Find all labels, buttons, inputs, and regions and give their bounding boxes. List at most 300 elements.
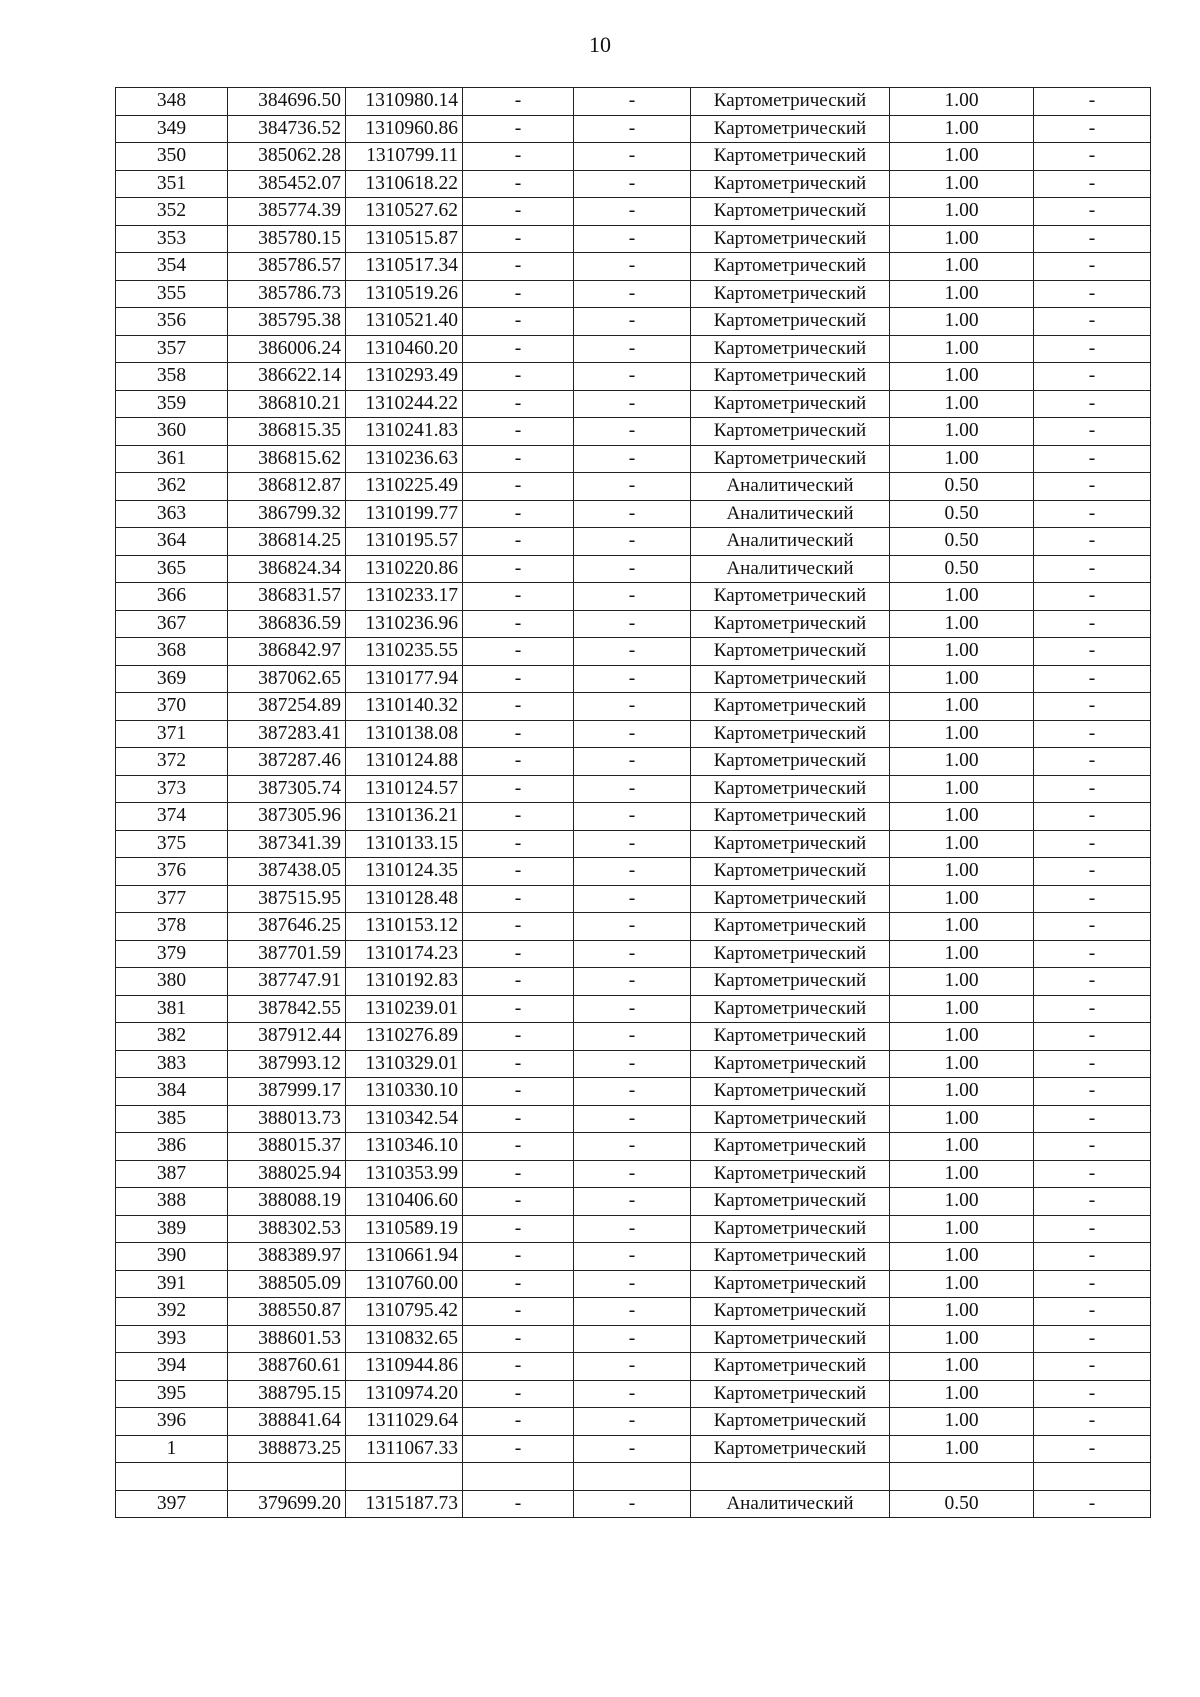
empty-value-cell: - [1034,363,1151,391]
accuracy-cell: 1.00 [890,390,1034,418]
point-number-cell: 392 [116,1298,228,1326]
x-coordinate-cell: 385786.57 [228,253,346,281]
point-number-cell: 383 [116,1050,228,1078]
accuracy-cell: 1.00 [890,445,1034,473]
empty-value-cell: - [574,225,691,253]
page-number: 10 [589,32,611,57]
y-coordinate-cell: 1310353.99 [346,1160,463,1188]
x-coordinate-cell: 388013.73 [228,1105,346,1133]
point-number-cell: 369 [116,665,228,693]
y-coordinate-cell: 1310515.87 [346,225,463,253]
empty-value-cell: - [463,665,574,693]
empty-value-cell: - [574,390,691,418]
table-row [116,88,1151,116]
x-coordinate-cell: 387999.17 [228,1078,346,1106]
x-coordinate-cell: 388015.37 [228,1133,346,1161]
empty-value-cell: - [574,473,691,501]
empty-value-cell: - [463,88,574,116]
point-number-cell: 371 [116,720,228,748]
y-coordinate-cell: 1310236.96 [346,610,463,638]
empty-value-cell: - [463,473,574,501]
empty-value-cell: - [1034,555,1151,583]
method-cell: Картометрический [691,1243,890,1271]
point-number-cell: 384 [116,1078,228,1106]
empty-value-cell: - [574,858,691,886]
x-coordinate-cell: 385452.07 [228,170,346,198]
empty-value-cell: - [574,170,691,198]
table-row [116,1298,1151,1326]
x-coordinate-cell: 387254.89 [228,693,346,721]
method-cell: Картометрический [691,1188,890,1216]
x-coordinate-cell: 386812.87 [228,473,346,501]
table-row [116,775,1151,803]
method-cell: Картометрический [691,445,890,473]
empty-value-cell: - [574,610,691,638]
y-coordinate-cell: 1310138.08 [346,720,463,748]
accuracy-cell: 1.00 [890,583,1034,611]
x-coordinate-cell: 387912.44 [228,1023,346,1051]
point-number-cell: 362 [116,473,228,501]
y-coordinate-cell: 1310661.94 [346,1243,463,1271]
point-number-cell: 389 [116,1215,228,1243]
method-cell: Картометрический [691,363,890,391]
table-row [116,1270,1151,1298]
method-cell: Картометрический [691,1353,890,1381]
table-row [116,143,1151,171]
point-number-cell: 393 [116,1325,228,1353]
empty-value-cell: - [574,1050,691,1078]
method-cell: Картометрический [691,115,890,143]
point-number-cell: 1 [116,1435,228,1463]
empty-value-cell: - [1034,1408,1151,1436]
method-cell: Картометрический [691,638,890,666]
point-number-cell: 388 [116,1188,228,1216]
empty-value-cell: - [463,335,574,363]
x-coordinate-cell: 387283.41 [228,720,346,748]
table-row [116,198,1151,226]
y-coordinate-cell: 1310128.48 [346,885,463,913]
empty-value-cell: - [574,500,691,528]
method-cell: Картометрический [691,1078,890,1106]
table-row [116,115,1151,143]
empty-value-cell: - [1034,803,1151,831]
empty-value-cell: - [1034,665,1151,693]
empty-value-cell: - [463,858,574,886]
accuracy-cell: 1.00 [890,1215,1034,1243]
empty-value-cell: - [574,418,691,446]
empty-value-cell: - [1034,1050,1151,1078]
x-coordinate-cell: 388025.94 [228,1160,346,1188]
method-cell: Аналитический [691,500,890,528]
table-row [116,885,1151,913]
method-cell: Картометрический [691,1298,890,1326]
x-coordinate-cell: 388505.09 [228,1270,346,1298]
empty-value-cell: - [463,1078,574,1106]
table-row [116,638,1151,666]
accuracy-cell: 1.00 [890,1380,1034,1408]
method-cell: Картометрический [691,1270,890,1298]
y-coordinate-cell: 1310174.23 [346,940,463,968]
accuracy-cell: 1.00 [890,1408,1034,1436]
method-cell: Картометрический [691,253,890,281]
x-coordinate-cell: 387438.05 [228,858,346,886]
method-cell: Картометрический [691,390,890,418]
empty-value-cell: - [463,390,574,418]
empty-value-cell: - [463,885,574,913]
empty-value-cell: - [574,940,691,968]
y-coordinate-cell: 1310519.26 [346,280,463,308]
x-coordinate-cell: 387515.95 [228,885,346,913]
empty-value-cell: - [574,88,691,116]
accuracy-cell: 1.00 [890,143,1034,171]
table-row [116,1105,1151,1133]
empty-value-cell: - [463,1105,574,1133]
x-coordinate-cell: 386622.14 [228,363,346,391]
y-coordinate-cell: 1310124.35 [346,858,463,886]
point-number-cell: 358 [116,363,228,391]
point-number-cell: 368 [116,638,228,666]
accuracy-cell: 1.00 [890,1050,1034,1078]
method-cell: Аналитический [691,473,890,501]
method-cell: Картометрический [691,143,890,171]
point-number-cell: 363 [116,500,228,528]
empty-value-cell: - [1034,940,1151,968]
method-cell: Картометрический [691,913,890,941]
empty-value-cell: - [574,1215,691,1243]
point-number-cell: 394 [116,1353,228,1381]
empty-value-cell: - [463,1325,574,1353]
y-coordinate-cell: 1310760.00 [346,1270,463,1298]
table-row [116,1325,1151,1353]
method-cell: Аналитический [691,555,890,583]
empty-value-cell: - [463,1490,574,1518]
y-coordinate-cell: 1310192.83 [346,968,463,996]
method-cell: Картометрический [691,693,890,721]
y-coordinate-cell: 1310136.21 [346,803,463,831]
empty-value-cell: - [1034,1105,1151,1133]
table-row [116,830,1151,858]
method-cell: Картометрический [691,885,890,913]
point-number-cell: 377 [116,885,228,913]
x-coordinate-cell: 386842.97 [228,638,346,666]
method-cell: Картометрический [691,225,890,253]
empty-value-cell: - [463,968,574,996]
x-coordinate-cell: 386006.24 [228,335,346,363]
empty-value-cell: - [1034,1353,1151,1381]
empty-value-cell: - [1034,583,1151,611]
y-coordinate-cell: 1310960.86 [346,115,463,143]
method-cell: Картометрический [691,830,890,858]
y-coordinate-cell: 1310346.10 [346,1133,463,1161]
x-coordinate-cell: 388873.25 [228,1435,346,1463]
method-cell [691,1463,890,1491]
x-coordinate-cell: 388088.19 [228,1188,346,1216]
point-number-cell: 354 [116,253,228,281]
accuracy-cell: 1.00 [890,1160,1034,1188]
accuracy-cell: 1.00 [890,693,1034,721]
accuracy-cell: 1.00 [890,913,1034,941]
empty-value-cell: - [463,1050,574,1078]
accuracy-cell: 0.50 [890,555,1034,583]
accuracy-cell: 1.00 [890,1270,1034,1298]
accuracy-cell: 1.00 [890,830,1034,858]
accuracy-cell: 1.00 [890,1243,1034,1271]
point-number-cell: 359 [116,390,228,418]
point-number-cell: 379 [116,940,228,968]
empty-value-cell: - [463,1435,574,1463]
y-coordinate-cell: 1310460.20 [346,335,463,363]
empty-value-cell: - [463,500,574,528]
empty-value-cell: - [463,1298,574,1326]
empty-value-cell: - [574,555,691,583]
method-cell: Картометрический [691,1380,890,1408]
empty-value-cell: - [1034,115,1151,143]
empty-value-cell: - [574,693,691,721]
empty-value-cell: - [463,253,574,281]
empty-value-cell: - [463,1023,574,1051]
method-cell: Картометрический [691,1435,890,1463]
table-row [116,693,1151,721]
empty-value-cell: - [1034,335,1151,363]
point-number-cell: 386 [116,1133,228,1161]
empty-value-cell: - [1034,1243,1151,1271]
empty-value-cell: - [463,1353,574,1381]
empty-value-cell: - [574,445,691,473]
empty-value-cell: - [574,775,691,803]
empty-value-cell: - [574,913,691,941]
accuracy-cell: 1.00 [890,115,1034,143]
accuracy-cell: 1.00 [890,803,1034,831]
empty-value-cell: - [463,280,574,308]
accuracy-cell: 0.50 [890,528,1034,556]
y-coordinate-cell: 1311067.33 [346,1435,463,1463]
empty-value-cell: - [463,1408,574,1436]
empty-value-cell: - [1034,748,1151,776]
empty-value-cell: - [574,1160,691,1188]
y-coordinate-cell: 1310239.01 [346,995,463,1023]
method-cell: Картометрический [691,1160,890,1188]
empty-value-cell: - [574,335,691,363]
x-coordinate-cell: 387305.74 [228,775,346,803]
y-coordinate-cell: 1310974.20 [346,1380,463,1408]
table-row [116,968,1151,996]
x-coordinate-cell: 386831.57 [228,583,346,611]
empty-value-cell: - [463,913,574,941]
x-coordinate-cell: 387646.25 [228,913,346,941]
coordinates-table [115,87,1151,1518]
empty-value-cell: - [1034,390,1151,418]
table-row [116,610,1151,638]
empty-value-cell: - [463,748,574,776]
empty-value-cell: - [1034,418,1151,446]
empty-value-cell: - [574,968,691,996]
y-coordinate-cell: 1310199.77 [346,500,463,528]
x-coordinate-cell: 384696.50 [228,88,346,116]
table-row [116,583,1151,611]
point-number-cell: 376 [116,858,228,886]
accuracy-cell: 1.00 [890,1353,1034,1381]
point-number-cell: 370 [116,693,228,721]
point-number-cell: 373 [116,775,228,803]
empty-value-cell: - [1034,775,1151,803]
table-row [116,500,1151,528]
empty-value-cell: - [574,995,691,1023]
empty-value-cell: - [574,115,691,143]
empty-value-cell: - [463,940,574,968]
accuracy-cell [890,1463,1034,1491]
point-number-cell: 361 [116,445,228,473]
empty-value-cell: - [463,225,574,253]
x-coordinate-cell: 388302.53 [228,1215,346,1243]
table-row [116,528,1151,556]
table-row [116,445,1151,473]
empty-value-cell: - [574,885,691,913]
empty-value-cell: - [1034,858,1151,886]
x-coordinate-cell: 386815.35 [228,418,346,446]
table-row [116,170,1151,198]
empty-value-cell: - [574,1023,691,1051]
point-number-cell: 390 [116,1243,228,1271]
point-number-cell: 352 [116,198,228,226]
method-cell: Картометрический [691,280,890,308]
method-cell: Картометрический [691,995,890,1023]
table-row [116,1435,1151,1463]
empty-value-cell [574,1463,691,1491]
point-number-cell: 360 [116,418,228,446]
accuracy-cell: 1.00 [890,88,1034,116]
empty-value-cell: - [574,1435,691,1463]
empty-value-cell: - [574,308,691,336]
point-number-cell: 372 [116,748,228,776]
accuracy-cell: 1.00 [890,280,1034,308]
accuracy-cell: 1.00 [890,308,1034,336]
point-number-cell: 356 [116,308,228,336]
x-coordinate-cell: 386810.21 [228,390,346,418]
empty-value-cell: - [463,1380,574,1408]
empty-value-cell: - [1034,720,1151,748]
method-cell: Картометрический [691,720,890,748]
method-cell: Картометрический [691,198,890,226]
empty-value-cell: - [463,555,574,583]
y-coordinate-cell: 1310517.34 [346,253,463,281]
x-coordinate-cell: 387341.39 [228,830,346,858]
point-number-cell: 350 [116,143,228,171]
table-row [116,1380,1151,1408]
y-coordinate-cell: 1310832.65 [346,1325,463,1353]
empty-value-cell: - [463,1133,574,1161]
empty-value-cell: - [463,170,574,198]
y-coordinate-cell: 1310527.62 [346,198,463,226]
empty-value-cell: - [574,1188,691,1216]
empty-value-cell: - [1034,1160,1151,1188]
table-row [116,253,1151,281]
accuracy-cell: 1.00 [890,720,1034,748]
empty-value-cell: - [574,830,691,858]
y-coordinate-cell: 1310220.86 [346,555,463,583]
empty-value-cell: - [574,1298,691,1326]
x-coordinate-cell: 384736.52 [228,115,346,143]
empty-value-cell: - [1034,610,1151,638]
table-row [116,995,1151,1023]
table-body [116,88,1151,1518]
point-number-cell: 397 [116,1490,228,1518]
y-coordinate-cell: 1310225.49 [346,473,463,501]
table-row [116,913,1151,941]
point-number-cell: 374 [116,803,228,831]
x-coordinate-cell: 388760.61 [228,1353,346,1381]
x-coordinate-cell: 388601.53 [228,1325,346,1353]
y-coordinate-cell: 1310276.89 [346,1023,463,1051]
empty-value-cell: - [1034,1298,1151,1326]
point-number-cell: 387 [116,1160,228,1188]
table-row [116,665,1151,693]
empty-value-cell: - [1034,830,1151,858]
y-coordinate-cell: 1310133.15 [346,830,463,858]
y-coordinate-cell: 1310293.49 [346,363,463,391]
empty-value-cell: - [463,143,574,171]
x-coordinate-cell: 385795.38 [228,308,346,336]
method-cell: Аналитический [691,1490,890,1518]
x-coordinate-cell: 385780.15 [228,225,346,253]
point-number-cell: 382 [116,1023,228,1051]
empty-value-cell: - [574,1133,691,1161]
accuracy-cell: 1.00 [890,253,1034,281]
empty-value-cell: - [574,1325,691,1353]
empty-value-cell: - [1034,473,1151,501]
accuracy-cell: 1.00 [890,665,1034,693]
accuracy-cell: 1.00 [890,1078,1034,1106]
table-row [116,1133,1151,1161]
empty-value-cell: - [1034,638,1151,666]
empty-value-cell: - [1034,913,1151,941]
method-cell: Картометрический [691,665,890,693]
empty-value-cell [463,1463,574,1491]
point-number-cell: 378 [116,913,228,941]
empty-value-cell: - [574,198,691,226]
point-number-cell: 365 [116,555,228,583]
empty-value-cell: - [463,803,574,831]
accuracy-cell: 1.00 [890,225,1034,253]
empty-value-cell: - [574,1243,691,1271]
point-number-cell: 353 [116,225,228,253]
y-coordinate-cell: 1311029.64 [346,1408,463,1436]
accuracy-cell: 1.00 [890,1188,1034,1216]
method-cell: Картометрический [691,170,890,198]
x-coordinate-cell [228,1463,346,1491]
x-coordinate-cell: 388795.15 [228,1380,346,1408]
table-row [116,335,1151,363]
accuracy-cell: 1.00 [890,170,1034,198]
accuracy-cell: 1.00 [890,610,1034,638]
point-number-cell: 385 [116,1105,228,1133]
y-coordinate-cell: 1310235.55 [346,638,463,666]
x-coordinate-cell: 386824.34 [228,555,346,583]
empty-value-cell: - [463,1188,574,1216]
point-number-cell: 355 [116,280,228,308]
method-cell: Картометрический [691,940,890,968]
table-row [116,1243,1151,1271]
empty-value-cell: - [463,693,574,721]
empty-value-cell: - [574,803,691,831]
empty-value-cell: - [574,1105,691,1133]
point-number-cell: 348 [116,88,228,116]
y-coordinate-cell: 1310244.22 [346,390,463,418]
empty-value-cell: - [463,1270,574,1298]
table-row [116,555,1151,583]
empty-value-cell: - [1034,693,1151,721]
method-cell: Аналитический [691,528,890,556]
y-coordinate-cell: 1310795.42 [346,1298,463,1326]
